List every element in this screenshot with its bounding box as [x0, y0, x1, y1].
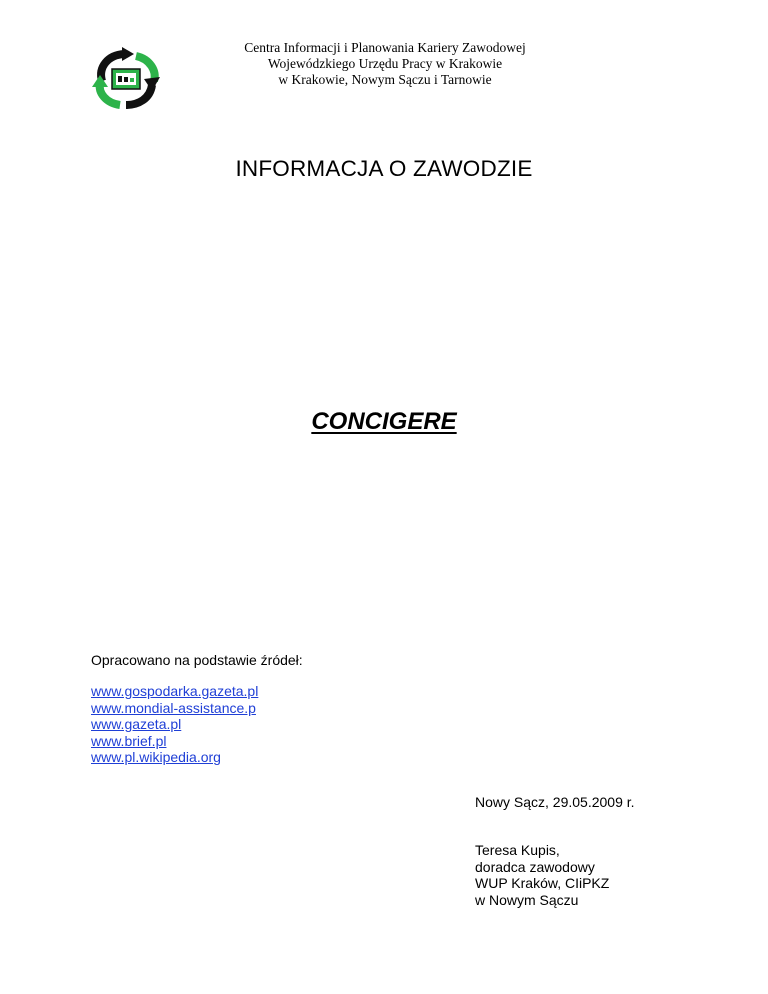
profession-name: CONCIGERE — [311, 408, 457, 435]
source-item — [91, 749, 258, 766]
sources-list — [91, 683, 258, 766]
source-item — [91, 716, 258, 733]
source-item — [91, 700, 258, 717]
document-title: INFORMACJA O ZAWODZIE — [235, 156, 533, 181]
source-link-wikipedia[interactable]: www.pl.wikipedia.org — [91, 749, 221, 765]
author-office: WUP Kraków, CIiPKZ — [475, 875, 610, 891]
institution-header — [200, 40, 570, 88]
source-link-brief[interactable]: www.brief.pl — [91, 732, 167, 749]
source-item — [91, 733, 258, 750]
logo-icon — [90, 47, 162, 111]
place-date: Nowy Sącz, 29.05.2009 r. — [475, 794, 635, 810]
author-name: Teresa Kupis, — [475, 842, 560, 858]
author-role: doradca zawodowy — [475, 858, 595, 875]
source-link-gospodarka[interactable]: www.gospodarka.gazeta.pl — [91, 683, 259, 699]
sources-label: Opracowano na podstawie źródeł: — [91, 652, 303, 668]
header-line-3: w Krakowie, Nowym Sączu i Tarnowie — [278, 72, 492, 87]
header-line-1: Centra Informacji i Planowania Kariery Zawodowej — [244, 40, 526, 55]
source-item — [91, 683, 258, 700]
source-link-gazeta[interactable]: www.gazeta.pl — [91, 716, 182, 732]
author-block — [475, 842, 609, 908]
source-link-mondial-assistance[interactable]: www.mondial-assistance.p — [91, 699, 256, 716]
header-line-2: Wojewódzkiego Urzędu Pracy w Krakowie — [267, 56, 503, 71]
author-location: w Nowym Sączu — [475, 891, 579, 908]
